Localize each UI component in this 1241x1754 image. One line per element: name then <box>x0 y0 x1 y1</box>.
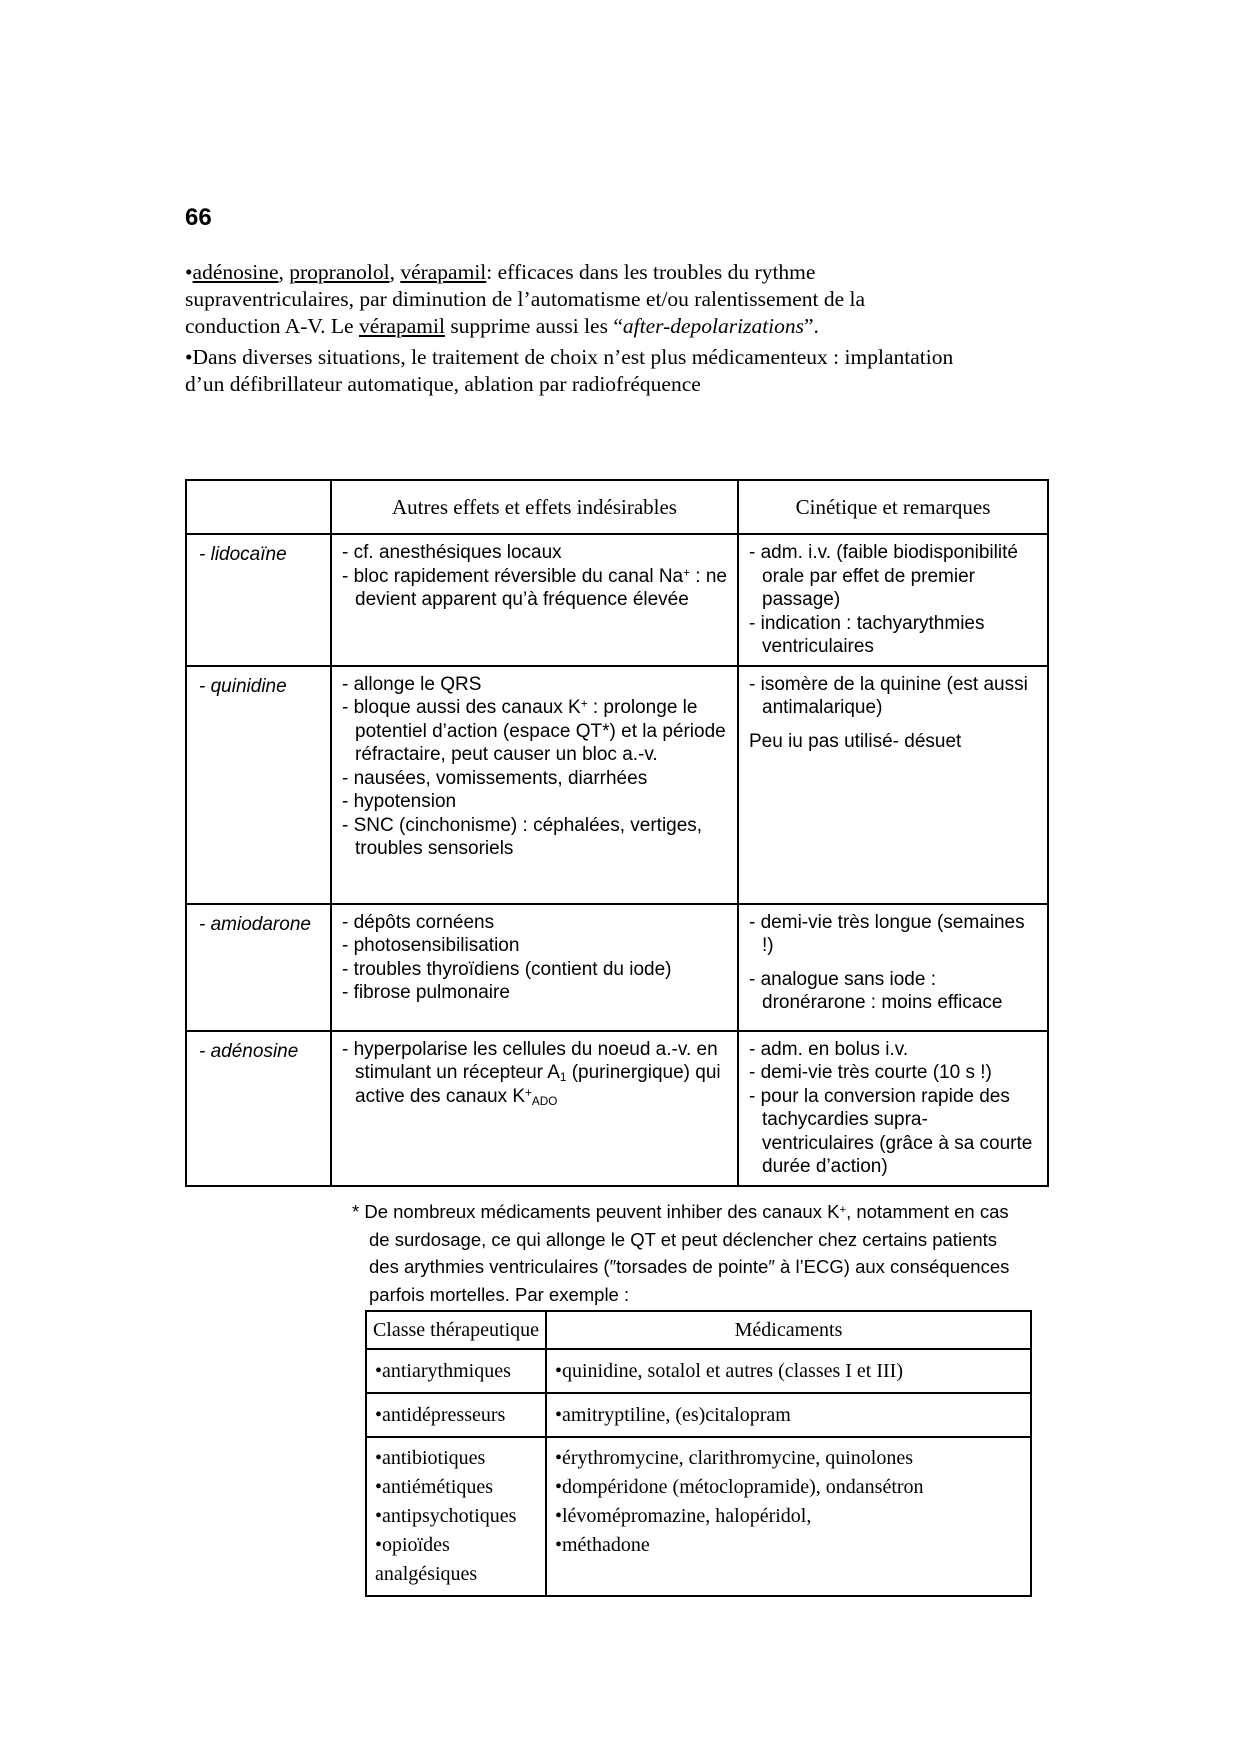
class-item: •antiarythmiques <box>375 1359 511 1382</box>
kinetics-item: - isomère de la quinine (est aussi antimalarique) <box>749 673 1028 718</box>
kinetics-item: - adm. en bolus i.v. <box>749 1038 909 1060</box>
footnote-line: parfois mortelles. Par exemple : <box>369 1283 630 1305</box>
class-cell <box>366 1437 546 1596</box>
intro-line: supraventriculaires, par diminution de l’automatisme et/ou ralentissement de la <box>185 287 866 311</box>
medicament-item: •dompéridone (métoclopramide), ondansétron <box>555 1476 924 1498</box>
intro-line: conduction A-V. Le vérapamil supprime aussi les “after-depolarizations”. <box>185 314 819 338</box>
effects-cell <box>331 534 738 666</box>
class-item: •antidépresseurs <box>375 1403 506 1426</box>
effects-cell <box>331 666 738 904</box>
medicaments-header-cell: Médicaments <box>546 1311 1031 1349</box>
footnote-line: de surdosage, ce qui allonge le QT et peut déclencher chez certains patients <box>369 1228 998 1250</box>
medicament-item: •quinidine, sotalol et autres (classes I et III) <box>555 1359 903 1382</box>
effect-item: - nausées, vomissements, diarrhées <box>342 767 648 789</box>
kinetics-cell <box>738 1031 1048 1186</box>
class-item: •antiémétiques <box>375 1476 494 1498</box>
table-row-lidocaine <box>186 534 1048 666</box>
effect-item: - hypotension <box>342 791 457 812</box>
main-table-corner-cell <box>186 480 331 534</box>
effect-item: - troubles thyroïdiens (contient du iode) <box>342 958 672 980</box>
kinetics-item: - pour la conversion rapide des tachycardies supra-ventriculaires (grâce à sa courte durée d’action) <box>749 1085 1033 1177</box>
intro-line: d’un défibrillateur automatique, ablation par radiofréquence <box>185 372 701 396</box>
medicament-item: •lévomépromazine, halopéridol, <box>555 1505 812 1527</box>
medicaments-cell <box>546 1393 1031 1437</box>
kinetics-item: - analogue sans iode : dronérarone : moins efficace <box>749 968 1003 1013</box>
footnote-line: * De nombreux médicaments peuvent inhiber des canaux K+, notamment en cas <box>352 1201 1009 1222</box>
class-table-row <box>366 1349 1031 1393</box>
effect-item: - dépôts cornéens <box>342 911 495 933</box>
effect-item: - hyperpolarise les cellules du noeud a.-v. en stimulant un récepteur $A_1$ (purinergique) qui active des canaux $K^+_{ADO}$ <box>342 1038 721 1108</box>
table-row-amiodarone <box>186 904 1048 1031</box>
effect-item: - SNC (cinchonisme) : céphalées, vertiges, troubles sensoriels <box>342 814 703 859</box>
class-table-header-row <box>366 1311 1031 1349</box>
effect-item: - bloc rapidement réversible du canal Na+ : ne devient apparent qu’à fréquence élevée <box>342 565 727 610</box>
kinetics-item: - demi-vie très longue (semaines !) <box>749 911 1025 956</box>
main-table-header-effects: Autres effets et effets indésirables <box>331 480 738 534</box>
effect-item: - photosensibilisation <box>342 935 520 956</box>
drug-name: - lidocaïne <box>186 534 331 666</box>
drug-name: - quinidine <box>186 666 331 904</box>
kinetics-item: - adm. i.v. (faible biodisponibilité orale par effet de premier passage) <box>749 542 1018 610</box>
class-cell <box>366 1349 546 1393</box>
kinetics-item: - demi-vie très courte (10 s !) <box>749 1062 992 1083</box>
intro-line: •adénosine, propranolol, vérapamil: efficaces dans les troubles du rythme <box>185 260 816 284</box>
drug-class-table <box>365 1310 1032 1597</box>
drug-name: - adénosine <box>186 1031 331 1186</box>
main-table-header-kinetics: Cinétique et remarques <box>738 480 1048 534</box>
effect-item: - allonge le QRS <box>342 673 482 695</box>
class-item: •antibiotiques <box>375 1447 486 1469</box>
effect-item: - bloque aussi des canaux K+ : prolonge le potentiel d’action (espace QT*) et la période réfractaire, peut causer un bloc a.-v. <box>342 697 726 765</box>
class-item: •antipsychotiques <box>375 1505 517 1527</box>
intro-paragraph-1 <box>185 259 1085 340</box>
table-row-adenosine <box>186 1031 1048 1186</box>
medicaments-cell <box>546 1349 1031 1393</box>
antiarrhythmics-table <box>185 479 1049 1187</box>
table-row-quinidine <box>186 666 1048 904</box>
page-number: 66 <box>185 204 212 231</box>
intro-paragraph-2 <box>185 344 1145 398</box>
class-cell <box>366 1393 546 1437</box>
effect-item: - cf. anesthésiques locaux <box>342 542 562 563</box>
qt-footnote <box>352 1198 1042 1308</box>
kinetics-item: - indication : tachyarythmies ventriculaires <box>749 612 985 657</box>
class-table-row <box>366 1393 1031 1437</box>
effect-item: - fibrose pulmonaire <box>342 982 510 1003</box>
medicament-item: •amitryptiline, (es)citalopram <box>555 1403 791 1426</box>
class-header-cell: Classe thérapeutique <box>366 1311 546 1349</box>
kinetics-item: Peu iu pas utilisé- désuet <box>749 730 962 752</box>
kinetics-cell <box>738 904 1048 1031</box>
main-table-header-row <box>186 480 1048 534</box>
effects-cell <box>331 1031 738 1186</box>
medicament-item: •érythromycine, clarithromycine, quinolones <box>555 1447 914 1469</box>
kinetics-cell <box>738 666 1048 904</box>
class-table-row <box>366 1437 1031 1596</box>
footnote-line: des arythmies ventriculaires (″torsades de pointe″ à l’ECG) aux conséquences <box>369 1256 1010 1277</box>
kinetics-cell <box>738 534 1048 666</box>
drug-name: - amiodarone <box>186 904 331 1031</box>
medicaments-cell <box>546 1437 1031 1596</box>
intro-line: •Dans diverses situations, le traitement de choix n’est plus médicamenteux : implantation <box>185 345 954 369</box>
class-item: •opioïdes analgésiques <box>375 1534 478 1585</box>
medicament-item: •méthadone <box>555 1534 650 1556</box>
effects-cell <box>331 904 738 1031</box>
